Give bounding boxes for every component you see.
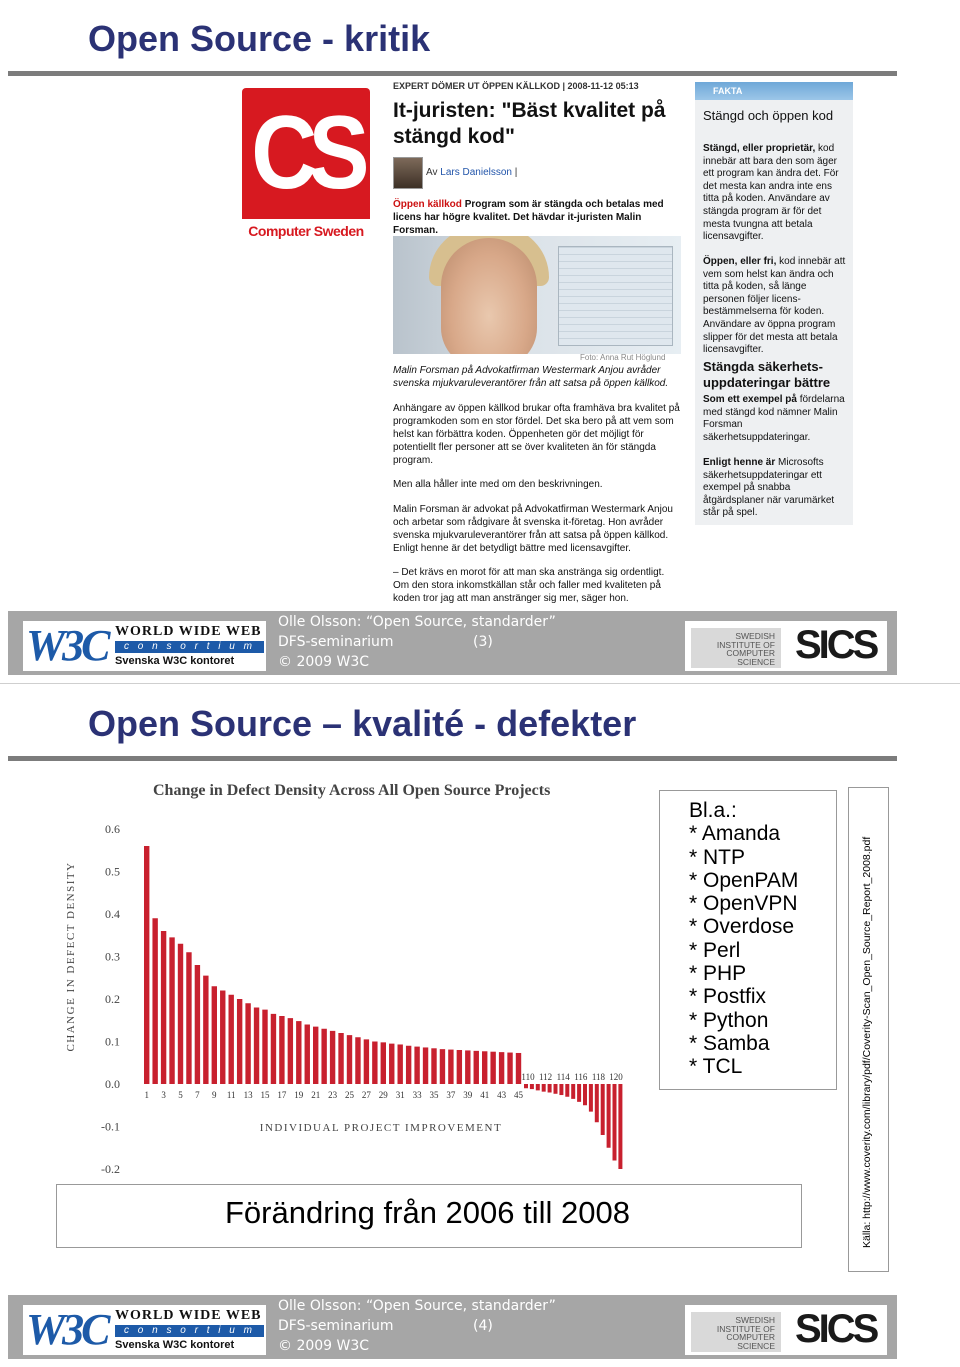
project-list-box (659, 790, 837, 1090)
fakta-heading: Stängda säkerhets-uppdateringar bättre (703, 359, 831, 390)
project-list-heading: Bl.a.: (689, 799, 737, 822)
chart-bar (381, 1042, 386, 1084)
x-tick-label: 7 (195, 1090, 200, 1100)
fakta-sidebar (695, 82, 853, 525)
y-tick-label: 0.1 (105, 1034, 120, 1049)
x-tick-label: 19 (294, 1090, 304, 1100)
sics-wordmark: SICS (795, 623, 877, 667)
y-tick-label: 0.0 (105, 1077, 120, 1091)
chart-bar (589, 1084, 593, 1112)
chart-bar (347, 1035, 352, 1084)
fakta-text (703, 143, 849, 244)
article-lead (393, 198, 678, 237)
slide-footer (8, 1295, 897, 1359)
photo-background-screen (558, 246, 673, 346)
project-list-item: * OpenVPN (689, 892, 798, 916)
fakta-text (703, 256, 849, 357)
chart-bar (482, 1051, 487, 1084)
y-tick-label: -0.1 (101, 1119, 120, 1134)
fakta-text (703, 394, 849, 444)
chart-bar (530, 1084, 534, 1089)
project-list-item: * Amanda (689, 822, 781, 846)
byline-prefix: Av (426, 167, 438, 178)
footer-copyright: © 2009 W3C (278, 654, 370, 670)
chart-bar (548, 1084, 552, 1093)
x-tick-label: 31 (395, 1090, 405, 1100)
article-paragraph: – Det krävs en morot för att man ska anstränga sig ordentligt. Om den stora inkomstkällan står och faller med kvaliteten på koden tror jag att man anstränger sig mer, säger hon. (393, 567, 665, 604)
author-link[interactable]: Lars Danielsson (440, 167, 512, 178)
project-list (689, 822, 836, 1078)
slide-title: Open Source – kvalité - defekter (88, 703, 637, 744)
project-list-item: * Perl (689, 938, 741, 962)
photo-caption: Malin Forsman på Advokatfirman Westermark Anjou avråder svenska mjukvaruleverantörer från att satsa på öppen källkod. (393, 365, 669, 389)
chart-bar (203, 976, 208, 1084)
fakta-text-bold: Som ett exempel på (703, 394, 797, 405)
chart-bar (618, 1084, 622, 1169)
fakta-label: FAKTA (695, 82, 853, 100)
article-headline: It-juristen: "Bäst kvalitet på stängd kod" (393, 99, 666, 148)
chart-bar (178, 944, 183, 1084)
chart-bar (554, 1084, 558, 1094)
chart-bar (524, 1084, 528, 1088)
sics-institute-name: SWEDISH INSTITUTE OF COMPUTER SCIENCE (691, 1312, 781, 1352)
chart-bar (398, 1044, 403, 1084)
fakta-text (703, 457, 849, 520)
chart-bar (144, 846, 149, 1084)
w3c-logo-letters: W3C (26, 621, 108, 670)
chart-bar (499, 1052, 504, 1084)
chart-bar (321, 1029, 326, 1084)
chart-bar (305, 1025, 310, 1085)
chart-bar (414, 1047, 419, 1084)
title-rule (8, 71, 897, 76)
chart-bar (364, 1039, 369, 1084)
chart-bar (271, 1014, 276, 1084)
chart-bar (288, 1018, 293, 1084)
chart-bar (254, 1008, 259, 1085)
x-tick-label: 25 (345, 1090, 354, 1100)
x-tick-label: 35 (429, 1090, 439, 1100)
chart-bar (613, 1084, 617, 1161)
sics-logo (685, 1305, 887, 1355)
slide-4 (0, 683, 960, 1367)
chart-bar (440, 1049, 445, 1084)
lead-text: Program som är stängda och betalas med licens har högre kvalitet. Det hävdar it-juristen Malin Forsman. (393, 199, 664, 236)
x-tick-label: 17 (277, 1090, 287, 1100)
byline-suffix: | (514, 167, 518, 178)
w3c-logo-name: WORLD WIDE WEB (115, 1308, 262, 1323)
change-caption: Förändring från 2006 till 2008 (225, 1195, 630, 1230)
project-list-item: * NTP (689, 845, 746, 869)
computer-sweden-logo (242, 88, 370, 243)
slide-footer (8, 611, 897, 675)
fakta-text-body: kod innebär att vem som helst kan ändra och titta på koden, så länge personen följer licens-bestämmelserna för koden. Användare av öppna program slipper för det mesta att betala licensavgifter. (703, 256, 846, 356)
chart-bar (559, 1084, 563, 1095)
fakta-text-bold: Enligt henne är (703, 457, 776, 468)
w3c-logo-office: Svenska W3C kontoret (115, 655, 235, 667)
x-tick-label: 39 (463, 1090, 473, 1100)
chart-bar (542, 1084, 546, 1092)
fakta-text-body: fördelarna med stängd kod nämner Malin Forsman säkerhetsuppdateringar. (703, 394, 845, 443)
chart-bar (423, 1047, 428, 1084)
chart-bar (571, 1084, 575, 1099)
article-paragraph: Malin Forsman är advokat på Advokatfirman Westermark Anjou och arbetar som rådgivare åt svenska it-företag. Hon avråder svenska mjukvaruleverantörer från att satsa på öppen källkod. Enligt henne är det betydligt bättre med licensavgifter. (393, 504, 673, 554)
project-list-item: * Overdose (689, 915, 795, 939)
chart-bar (457, 1050, 462, 1084)
y-tick-label: 0.2 (105, 992, 120, 1006)
x-tick-label: 5 (178, 1090, 183, 1100)
chart-bar (330, 1031, 335, 1084)
chart-title: Change in Defect Density Across All Open Source Projects (153, 782, 551, 799)
chart-bar (465, 1050, 470, 1084)
chart-bar (212, 986, 217, 1084)
x-tick-label: 9 (212, 1090, 217, 1100)
chart-bar (161, 931, 166, 1084)
project-list-item: * TCL (689, 1055, 743, 1079)
project-list-item: * Postfix (689, 985, 767, 1009)
article-byline (426, 167, 517, 178)
w3c-logo-letters: W3C (26, 1305, 108, 1354)
chart-bar (490, 1052, 495, 1084)
sics-wordmark: SICS (795, 1307, 877, 1351)
chart-bar (313, 1027, 318, 1084)
fakta-text-bold: Stängd, eller proprietär, (703, 143, 816, 154)
x-tick-label: 15 (260, 1090, 270, 1100)
x-tick-label: 23 (328, 1090, 338, 1100)
source-link[interactable]: Källa: http://www.coverity.com/library/pdf/Coverity-Scan_Open_Source_Report_2008.pdf (861, 836, 873, 1248)
chart-bar (262, 1010, 267, 1084)
w3c-logo (23, 1305, 266, 1355)
change-caption-box (56, 1184, 802, 1248)
footer-page-number: (4) (473, 1318, 493, 1334)
w3c-logo-name: WORLD WIDE WEB (115, 624, 262, 639)
x-tick-label: 118 (591, 1072, 605, 1082)
y-tick-label: 0.3 (105, 949, 120, 964)
chart-bar (229, 995, 234, 1084)
project-list-item: * PHP (689, 962, 747, 986)
chart-bar (607, 1084, 611, 1148)
footer-copyright: © 2009 W3C (278, 1338, 370, 1354)
footer-event-name: DFS-seminarium (278, 634, 394, 650)
chart-bar (536, 1084, 540, 1090)
chart-bar (296, 1021, 301, 1084)
x-tick-label: 29 (378, 1090, 388, 1100)
lead-topic[interactable]: Öppen källkod (393, 199, 462, 210)
chart-bar (565, 1084, 569, 1097)
y-axis-title: CHANGE IN DEFECT DENSITY (65, 861, 77, 1052)
y-tick-label: -0.2 (101, 1162, 120, 1176)
chart-bar (220, 991, 225, 1085)
article-paragraph: Anhängare av öppen källkod brukar ofta framhäva bra kvalitet på programkoden som en stor fördel. Det ska bero på att vem som helst kan förbättra koden. Öppenheten gör det möjligt för potentiellt fler personer att se över kvaliteten än för stängda program. (393, 403, 680, 466)
x-tick-label: 114 (556, 1072, 570, 1082)
slide-3 (0, 0, 960, 683)
article-paragraph: Men alla håller inte med om den beskrivningen. (393, 479, 603, 490)
chart-bar (245, 1003, 250, 1084)
w3c-logo-consortium: c o n s o r t i u m (115, 641, 264, 653)
y-tick-label: 0.6 (105, 822, 120, 836)
chart-bar (601, 1084, 605, 1135)
x-tick-label: 116 (574, 1072, 588, 1082)
x-tick-label: 21 (311, 1090, 321, 1100)
sics-logo (685, 621, 887, 671)
footer-event (278, 1316, 493, 1336)
fakta-heading: Stängd och öppen kod (703, 108, 834, 123)
footer-event-name: DFS-seminarium (278, 1318, 394, 1334)
x-tick-label: 13 (243, 1090, 253, 1100)
chart-bar (372, 1042, 377, 1085)
x-tick-label: 43 (497, 1090, 507, 1100)
photo-portrait (441, 238, 537, 354)
x-tick-label: 110 (521, 1072, 535, 1082)
y-tick-label: 0.5 (105, 864, 120, 879)
article-kicker: EXPERT DÖMER UT ÖPPEN KÄLLKOD | 2008-11-12 05:13 (393, 81, 639, 91)
article-photo (393, 236, 681, 354)
w3c-logo-office: Svenska W3C kontoret (115, 1339, 235, 1351)
fakta-text-body: Microsofts säkerhetsuppdateringar ett exempel på snabba åtgärdsplaner när varumärket står på spel. (703, 457, 835, 519)
chart-bar (237, 999, 242, 1084)
chart-bar (595, 1084, 599, 1122)
fakta-text-body: kod innebär att bara den som äger ett program kan ändra det. För det mesta kan andra inte ens titta på koden. Användare av stängda program är för det mesta tvungna att betala licensavgifter. (703, 143, 839, 243)
y-tick-label: 0.4 (105, 907, 120, 921)
cs-logo-letters: CS (251, 95, 361, 211)
chart-bar (406, 1046, 411, 1084)
chart-bar (431, 1048, 436, 1084)
chart-bar (355, 1037, 360, 1084)
footer-author: Olle Olsson: “Open Source, standarder” (278, 1298, 556, 1314)
project-list-item: * Python (689, 1008, 769, 1032)
footer-author: Olle Olsson: “Open Source, standarder” (278, 614, 556, 630)
x-tick-label: 41 (480, 1090, 490, 1100)
chart-bar (389, 1044, 394, 1084)
x-tick-label: 1 (144, 1090, 149, 1100)
x-tick-label: 45 (514, 1090, 523, 1100)
chart-bar (448, 1050, 453, 1084)
footer-event (278, 632, 493, 652)
photo-credit: Foto: Anna Rut Höglund (580, 353, 666, 362)
chart-bar (338, 1033, 343, 1084)
x-tick-label: 37 (446, 1090, 456, 1100)
sics-institute-name: SWEDISH INSTITUTE OF COMPUTER SCIENCE (691, 628, 781, 668)
title-rule (8, 756, 897, 761)
x-tick-label: 11 (226, 1090, 236, 1100)
fakta-text-bold: Öppen, eller fri, (703, 256, 777, 267)
chart-bar (507, 1053, 512, 1084)
chart-bar (474, 1051, 479, 1084)
defect-density-chart (55, 778, 645, 1188)
chart-bar (186, 952, 191, 1084)
chart-bar (169, 937, 174, 1084)
w3c-logo-consortium: c o n s o r t i u m (115, 1325, 264, 1337)
cs-logo-brand: Computer Sweden (242, 219, 370, 243)
project-list-item: * OpenPAM (689, 868, 799, 892)
x-tick-label: 3 (161, 1090, 166, 1100)
x-tick-label: 33 (412, 1090, 422, 1100)
chart-bar (516, 1053, 521, 1084)
x-tick-label: 120 (609, 1072, 623, 1082)
author-avatar (393, 157, 423, 189)
x-tick-label: 112 (539, 1072, 553, 1082)
chart-bar (152, 918, 157, 1084)
project-list-item: * Samba (689, 1031, 770, 1055)
chart-bar (279, 1016, 284, 1084)
x-axis-title: INDIVIDUAL PROJECT IMPROVEMENT (259, 1122, 503, 1134)
w3c-logo (23, 621, 266, 671)
chart-bar (195, 965, 200, 1084)
source-box (848, 787, 889, 1272)
chart-bar (583, 1084, 587, 1105)
footer-page-number: (3) (473, 634, 493, 650)
slide-title: Open Source - kritik (88, 18, 431, 59)
x-tick-label: 27 (361, 1090, 371, 1100)
chart-bar (577, 1084, 581, 1102)
